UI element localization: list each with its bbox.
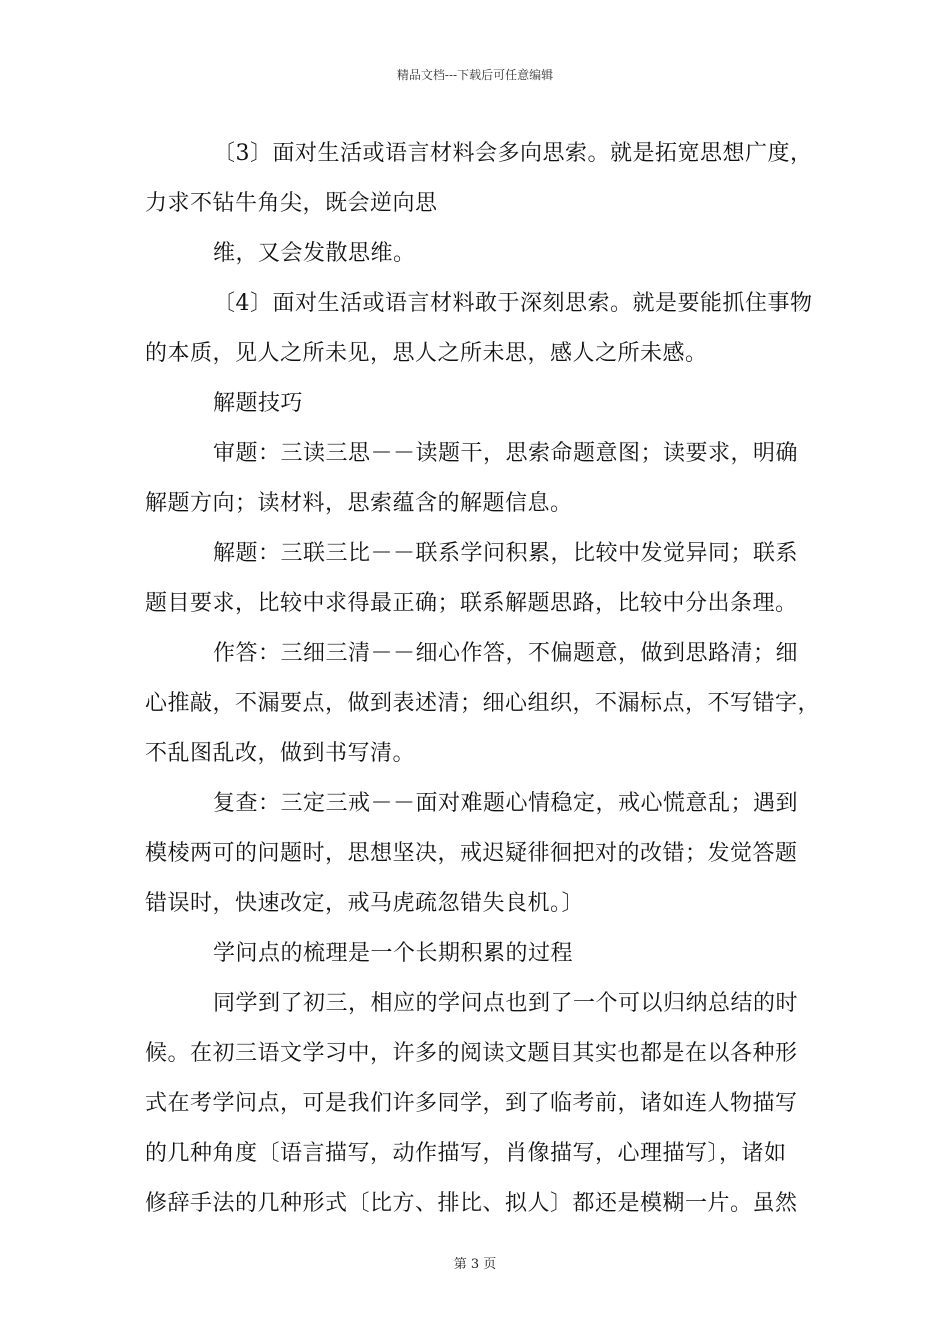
paragraph-line: 作答：三细三清－－细心作答，不偏题意，做到思路清；细 xyxy=(213,641,799,666)
paragraph-line: 模棱两可的问题时，思想坚决，戒迟疑徘徊把对的改错；发觉答题 xyxy=(145,841,798,866)
paragraph-line: 候。在初三语文学习中，许多的阅读文题目其实也都是在以各种形 xyxy=(145,1041,798,1066)
paragraph-line: 〔3〕面对生活或语言材料会多向思索。就是拓宽思想广度， xyxy=(213,141,813,166)
paragraph-line: 〔4〕面对生活或语言材料敢于深刻思索。就是要能抓住事物 xyxy=(213,291,813,316)
paragraph-line: 不乱图乱改，做到书写清。 xyxy=(145,741,416,766)
paragraph-line: 修辞手法的几种形式〔比方、排比、拟人〕都还是模糊一片。虽然 xyxy=(145,1191,798,1216)
paragraph-line: 解题：三联三比－－联系学问积累，比较中发觉异同；联系 xyxy=(213,541,799,566)
paragraph-line: 错误时，快速改定，戒马虎疏忽错失良机。〕 xyxy=(145,891,585,916)
paragraph-line: 的本质，见人之所未见，思人之所未思，感人之所未感。 xyxy=(145,341,708,366)
paragraph-line: 同学到了初三，相应的学问点也到了一个可以归纳总结的时 xyxy=(213,991,799,1016)
section-heading: 解题技巧 xyxy=(213,391,304,416)
paragraph-line: 力求不钻牛角尖，既会逆向思 xyxy=(145,191,438,216)
section-heading: 学问点的梳理是一个长期积累的过程 xyxy=(213,941,574,966)
paragraph-line: 的几种角度〔语言描写，动作描写，肖像描写，心理描写〕，诸如 xyxy=(145,1141,787,1166)
paragraph-line: 心推敲，不漏要点，做到表述清；细心组织，不漏标点，不写错字， xyxy=(145,691,821,716)
paragraph-line: 复查：三定三戒－－面对难题心情稳定，戒心慌意乱；遇到 xyxy=(213,791,799,816)
paragraph-line: 维，又会发散思维。 xyxy=(213,241,416,266)
paragraph-line: 解题方向；读材料，思索蕴含的解题信息。 xyxy=(145,491,573,516)
page-number: 第 3 页 xyxy=(453,1257,497,1272)
paragraph-line: 式在考学问点，可是我们许多同学，到了临考前，诸如连人物描写 xyxy=(145,1091,798,1116)
paragraph-line: 审题：三读三思－－读题干，思索命题意图；读要求，明确 xyxy=(213,441,799,466)
paragraph-line: 题目要求，比较中求得最正确；联系解题思路，比较中分出条理。 xyxy=(145,591,798,616)
page-header: 精品文档---下载后可任意编辑 xyxy=(396,68,554,82)
